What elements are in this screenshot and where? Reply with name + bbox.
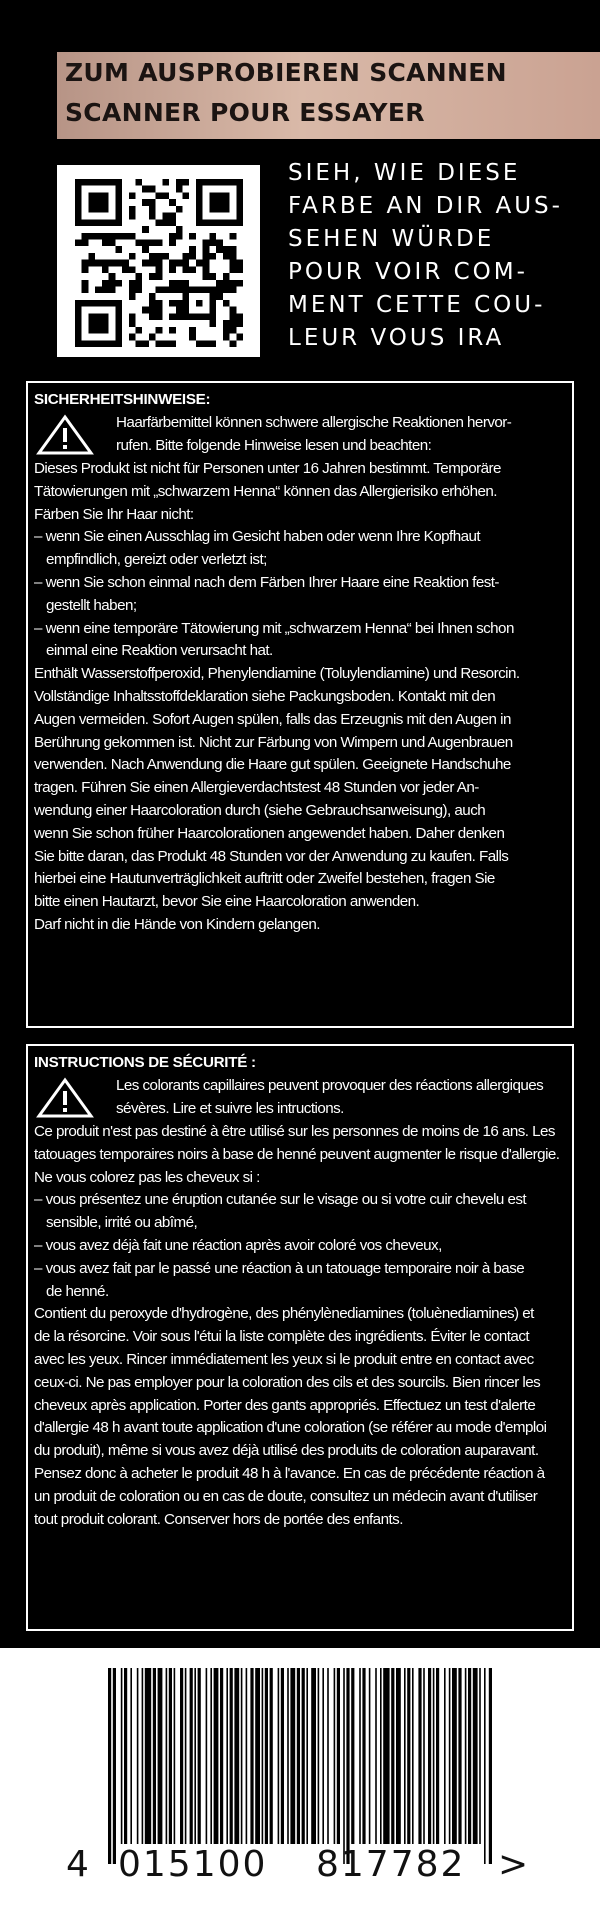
qr-code[interactable] [57, 165, 260, 357]
banner-line-fr: SCANNER POUR ESSAYER [65, 98, 425, 127]
safety-line: Tätowierungen mit „schwarzem Henna“ können das Allergierisiko erhöhen. [34, 482, 497, 500]
barcode-panel [0, 1648, 600, 1905]
safety-line: tragen. Führen Sie einen Allergieverdachtstest 48 Stunden vor jeder An- [34, 779, 479, 797]
safety-line: – vous avez fait par le passé une réaction à un tatouage temporaire noir à base [34, 1259, 525, 1277]
safety-line: de henné. [46, 1282, 109, 1300]
safety-line: – vous présentez une éruption cutanée sur le visage ou si votre cuir chevelu est [34, 1191, 527, 1209]
safety-line: Pensez donc à acheter le produit 48 h à l'avance. En cas de précédente réaction à [34, 1464, 545, 1482]
safety-line: Enthält Wasserstoffperoxid, Phenylendiamine (Toluylendiamine) und Resorcin. [34, 665, 520, 683]
safety-line: wenn Sie schon früher Haarcolorationen angewendet haben. Daher denken [34, 824, 505, 842]
safety-line: Augen vermeiden. Sofort Augen spülen, falls das Erzeugnis mit den Augen in [34, 710, 511, 728]
warning-line: Haarfärbemittel können schwere allergische Reaktionen hervor- [116, 414, 512, 431]
safety-line: de la résorcine. Voir sous l'étui la liste complète des ingrédients. Éviter le contact [34, 1328, 530, 1346]
barcode-icon [108, 1668, 508, 1868]
safety-line: du produit), même si vous avez déjà utilisé des produits de coloration auparavant. [34, 1442, 539, 1460]
warning-row-fr [34, 1075, 566, 1121]
warning-triangle-icon [36, 414, 94, 456]
safety-line: – wenn eine temporäre Tätowierung mit „schwarzem Henna“ bei Ihnen schon [34, 619, 514, 637]
safety-line: ceux-ci. Ne pas employer pour la coloration des cils et des sourcils. Bien rincer les [34, 1373, 541, 1391]
safety-box-fr [26, 1044, 574, 1631]
safety-line: Ne vous colorez pas les cheveux si : [34, 1168, 260, 1186]
safety-line: wendung einer Haarcoloration durch (siehe Gebrauchsanweisung), auch [34, 801, 486, 819]
qr-code-icon [75, 179, 243, 347]
warning-line: Les colorants capillaires peuvent provoquer des réactions allergiques [116, 1077, 544, 1094]
safety-line: Contient du peroxyde d'hydrogène, des phénylènediamines (toluènediamines) et [34, 1305, 534, 1323]
safety-line: d'allergie 48 h avant toute application d'une coloration (se référer au mode d'emploi [34, 1419, 547, 1437]
safety-line: avec les yeux. Rincer immédiatement les yeux si le produit entre en contact avec [34, 1350, 534, 1368]
safety-line: un produit de coloration ou en cas de doute, consultez un médecin avant d'utiliser [34, 1487, 538, 1505]
safety-line: gestellt haben; [46, 596, 137, 614]
warning-row-de [34, 412, 566, 458]
safety-line: – wenn Sie schon einmal nach dem Färben Ihrer Haare eine Reaktion fest- [34, 573, 499, 591]
try-on-line: MENT CETTE COU- [288, 292, 546, 318]
safety-text-de [34, 458, 566, 937]
try-on-line: FARBE AN DIR AUS- [288, 193, 563, 219]
safety-line: Färben Sie Ihr Haar nicht: [34, 505, 194, 523]
safety-box-de [26, 381, 574, 1028]
safety-line: cheveux après application. Porter des gants appropriés. Effectuez un test d'alerte [34, 1396, 536, 1414]
safety-heading-de: SICHERHEITSHINWEISE: [34, 391, 211, 408]
safety-line: – vous avez déjà fait une réaction après avoir coloré vos cheveux, [34, 1236, 442, 1254]
try-on-line: SEHEN WÜRDE [288, 226, 495, 252]
safety-line: Dieses Produkt ist nicht für Personen unter 16 Jahren bestimmt. Temporäre [34, 460, 501, 477]
safety-line: Ce produit n'est pas destiné à être utilisé sur les personnes de moins de 16 ans. Les [34, 1123, 555, 1140]
safety-line: Darf nicht in die Hände von Kindern gelangen. [34, 915, 320, 933]
safety-text-fr [34, 1121, 566, 1531]
try-on-line: LEUR VOUS IRA [288, 325, 505, 351]
safety-line: hierbei eine Hautunverträglichkeit auftritt oder Zweifel bestehen, fragen Sie [34, 870, 495, 888]
safety-line: Berührung gekommen ist. Nicht zur Färbung von Wimpern und Augenbrauen [34, 733, 513, 751]
safety-line: verwenden. Nach Anwendung die Haare gut spülen. Geeignete Handschuhe [34, 756, 511, 774]
barcode-end-marker: > [498, 1844, 531, 1885]
warning-line: sévères. Lire et suivre les intructions. [116, 1099, 344, 1117]
barcode-digits-right: 817782 [316, 1844, 466, 1885]
barcode-digit-first: 4 [66, 1844, 91, 1885]
try-on-line: POUR VOIR COM- [288, 259, 528, 285]
safety-line: Sie bitte daran, das Produkt 48 Stunden vor der Anwendung zu kaufen. Falls [34, 847, 509, 865]
scan-banner [57, 52, 600, 139]
barcode-digits-left: 015100 [118, 1844, 268, 1885]
safety-line: tatouages temporaires noirs à base de henné peuvent augmenter le risque d'allergie. [34, 1145, 560, 1163]
try-on-line: SIEH, WIE DIESE [288, 160, 521, 186]
safety-line: einmal eine Reaktion verursacht hat. [46, 642, 273, 660]
safety-line: sensible, irrité ou abîmé, [46, 1214, 198, 1232]
try-on-text [288, 157, 588, 355]
safety-line: empfindlich, gereizt oder verletzt ist; [46, 551, 267, 569]
safety-line: tout produit colorant. Conserver hors de portée des enfants. [34, 1510, 403, 1528]
safety-line: – wenn Sie einen Ausschlag im Gesicht haben oder wenn Ihre Kopfhaut [34, 528, 481, 546]
banner-line-de: ZUM AUSPROBIEREN SCANNEN [65, 58, 507, 87]
safety-line: bitte einen Hautarzt, bevor Sie eine Haarcoloration anwenden. [34, 893, 420, 911]
safety-heading-fr: INSTRUCTIONS DE SÉCURITÉ : [34, 1054, 256, 1071]
safety-line: Vollständige Inhaltsstoffdeklaration siehe Packungsboden. Kontakt mit den [34, 687, 496, 705]
warning-line: rufen. Bitte folgende Hinweise lesen und beachten: [116, 436, 432, 454]
warning-triangle-icon [36, 1077, 94, 1119]
